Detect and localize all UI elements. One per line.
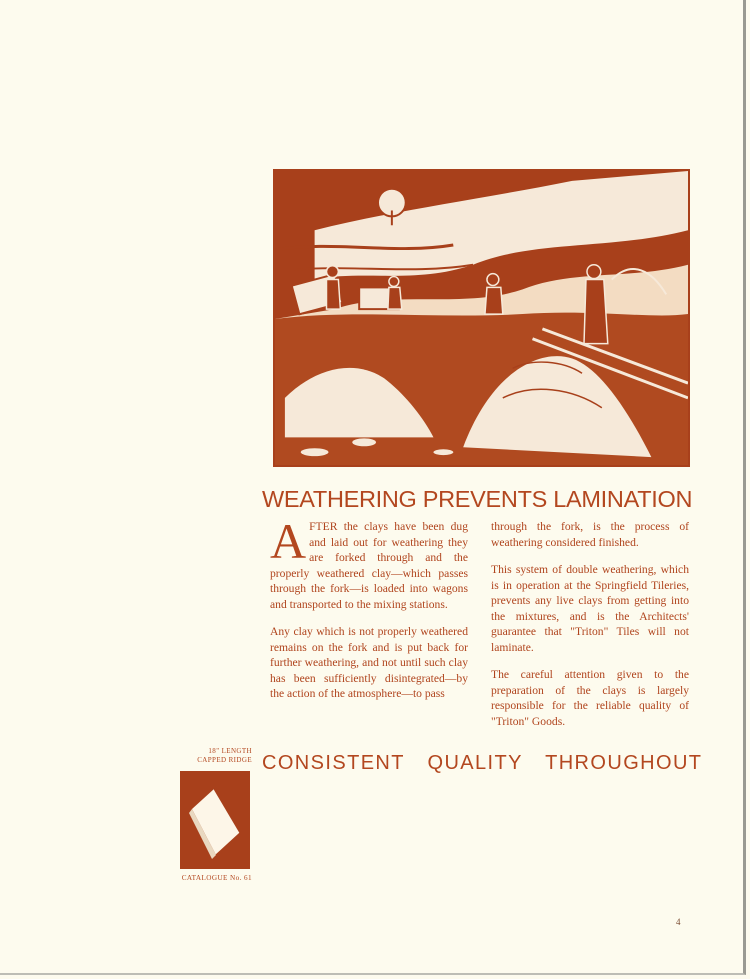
- article-paragraph: through the fork, is the process of weathering considered finished.: [491, 520, 689, 549]
- article-paragraph: [270, 513, 468, 612]
- article-paragraph: This system of double weathering, which is in operation at the Springfield Tileries, prevents any live clays from getting into the mixtures, and is the Architects' guarantee that "Triton" Tiles will not laminate.: [491, 563, 689, 654]
- article-paragraph: The careful attention given to the preparation of the clays is largely responsible for the reliable quality of "Triton" Goods.: [491, 668, 689, 728]
- catalogue-number: CATALOGUE No. 61: [181, 874, 252, 882]
- product-type-label: CAPPED RIDGE: [197, 756, 252, 764]
- article-left-column: [270, 513, 468, 714]
- tagline: CONSISTENT QUALITY THROUGHOUT: [262, 752, 703, 774]
- product-length-label: 18" LENGTH: [208, 747, 252, 755]
- article-right-column: [491, 519, 689, 741]
- drop-cap: A: [270, 513, 307, 569]
- woodcut-clay-workers-illustration: [275, 171, 688, 465]
- capped-ridge-tile-icon: [180, 771, 250, 869]
- product-image: [180, 771, 250, 869]
- product-label: [172, 747, 252, 765]
- woodcut-illustration: [273, 169, 690, 467]
- paragraph-text: FTER the clays have been dug and laid out for weathering they are forked through and the properly weathered clay—which passes through the fork—is loaded into wagons and transported to the mixing stations.: [270, 520, 468, 611]
- article-paragraph: Any clay which is not properly weathered remains on the fork and is put back for further weathering, and not until such clay has been sufficiently disintegrated—by the action of the atmosphere—to pass: [270, 625, 468, 700]
- page-number: 4: [676, 917, 681, 927]
- headline: WEATHERING PREVENTS LAMINATION: [262, 486, 693, 512]
